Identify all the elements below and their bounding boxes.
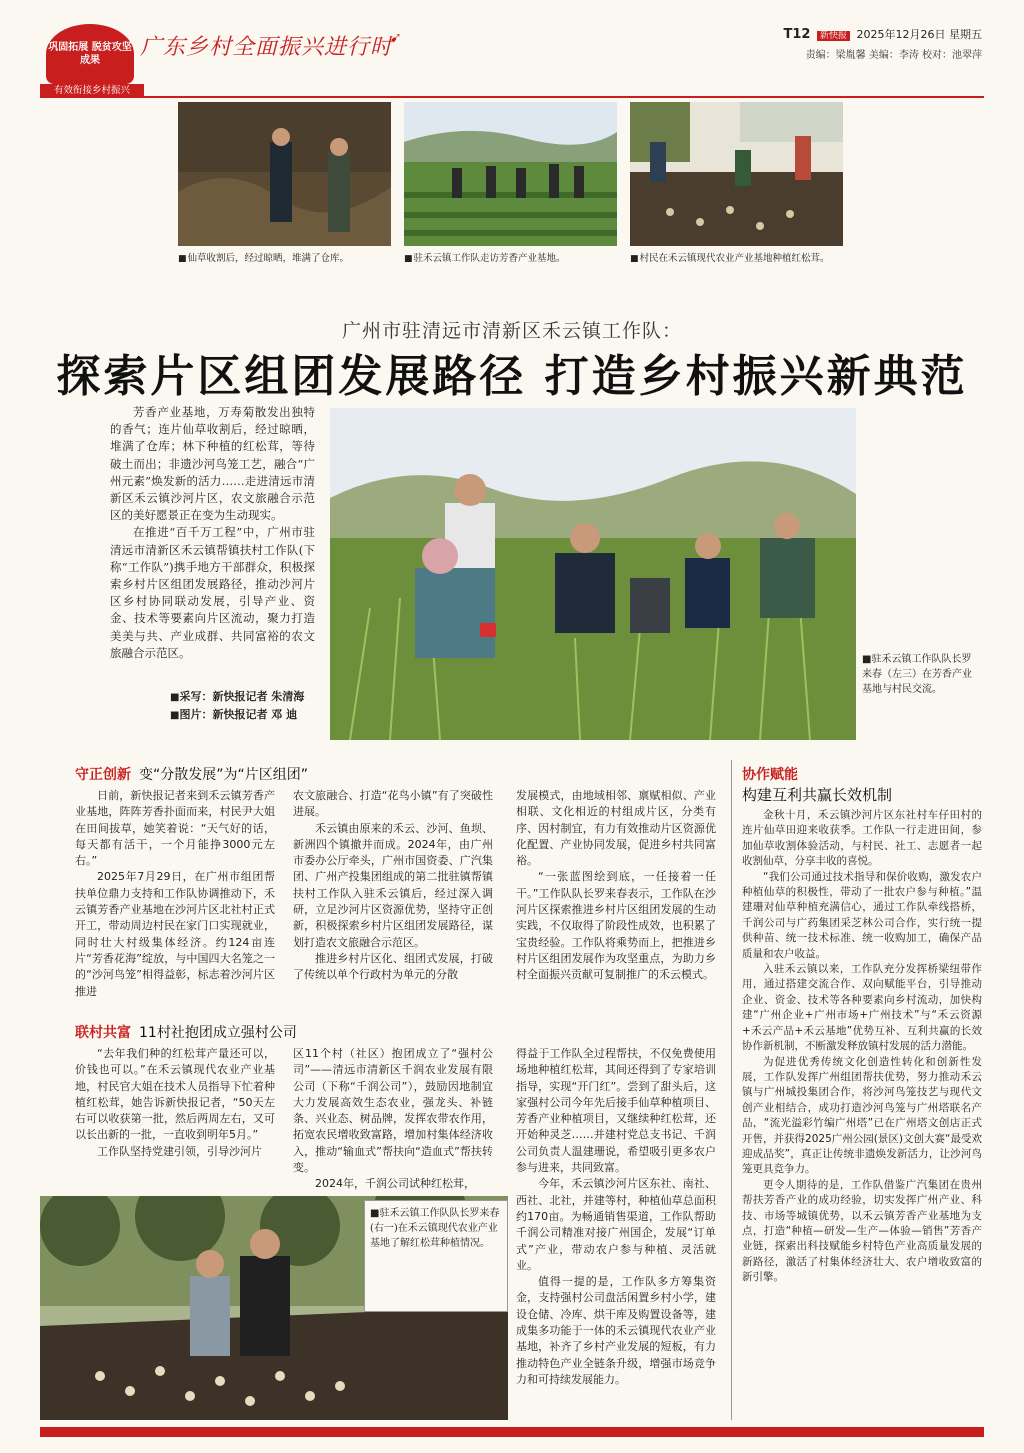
- column-logo: 巩固拓展 脱贫攻坚成果: [46, 24, 134, 84]
- paragraph: 得益于工作队全过程帮扶，不仅免费使用场地种植红松茸，其间还得到了专家培训指导，实现“开门红”。尝到了甜头后，这家强村公司今年先后接手仙草种植项目、芳香产业种植项目，又继续种红松茸，还开始种灵芝……并建村党总支书记、千润公司负责人温建珊说，希望吸引更多农户参与进来，共同致富。: [516, 1047, 716, 1175]
- text-column: [516, 788, 716, 984]
- photo-field-visit: [404, 102, 617, 246]
- main-photo-caption: ■驻禾云镇工作队队长罗来春（左三）在芳香产业基地与村民交流。: [862, 654, 972, 695]
- photo-warehouse: [178, 102, 391, 246]
- photo-caption: ■ 村民在禾云镇现代农业产业基地种植红松茸。: [630, 250, 870, 264]
- paragraph: 为促进优秀传统文化创造性转化和创新性发展，工作队发挥广州组团帮扶优势，努力推动禾云镇与广州城投集团合作，将沙河鸟笼技艺与现代文创产业相结合，成功打造沙河鸟笼与广州塔联名产品，“流光溢彩竹编广州塔”已在广州塔文创店正式开售，并获得2025广州公园(景区)文创大赛“最受欢迎成品奖”，真正让传统非遗焕发新活力，让沙河鸟笼更具竞争力。: [742, 1055, 982, 1176]
- photo-caption-box: [364, 1200, 508, 1312]
- lead-text: [110, 404, 315, 662]
- footer-bar: [40, 1427, 984, 1437]
- paragraph: 今年，禾云镇沙河片区东社、南社、西社、北社，并建等村，种植仙草总面积约170亩。为畅通销售渠道，工作队帮助千润公司精准对接广州国企，发展“订单式”产业，带动农户参与种植、灵活就业。: [516, 1177, 716, 1272]
- paragraph: “一张蓝图绘到底，一任接着一任干。”工作队队长罗来春表示，工作队在沙河片区探索推进乡村片区组团发展的生动实践，不仅取得了阶段性成效，也积累了宝贵经验。工作队将乘势而上，把推进乡村片区组团发展作为攻坚重点，为助力乡村全面振兴贡献可复制推广的禾云模式。: [516, 870, 716, 982]
- credit-photo: ■ 图片：新快报记者 邓 迪: [170, 706, 297, 722]
- section-tag: 协作赋能: [742, 767, 798, 783]
- section-tag: 守正创新: [75, 767, 131, 783]
- credit-writer: ■ 采写：新快报记者 朱清海: [170, 688, 304, 704]
- paragraph: 值得一提的是，工作队多方筹集资金，支持强村公司盘活闲置乡村小学，建设仓储、冷库、烘干库及购置设备等，建成集多功能于一体的禾云镇现代农业产业基地，补齐了乡村产业发展的短板，有力推动特色产业全链条升级，增强市场竞争力和可持续发展能力。: [516, 1275, 716, 1386]
- bird-icon: ➹: [390, 30, 402, 46]
- editors-line: 责编：梁胤馨 美编：李涛 校对：池翠萍: [805, 50, 982, 61]
- paper-badge: 新快报: [817, 31, 850, 41]
- text-column: [293, 1046, 493, 1193]
- paragraph: 推进乡村片区化、组团式发展，打破了传统以单个行政村为单元的分散: [293, 951, 493, 982]
- photo-caption: ■驻禾云镇工作队队长罗来春(右一)在禾云镇现代农业产业基地了解红松茸种植情况。: [370, 1208, 500, 1249]
- section-title: 11村社抱团成立强村公司: [139, 1025, 297, 1041]
- paragraph: 金秋十月，禾云镇沙河片区东社村车仔田村的连片仙草田迎来收获季。工作队一行走进田间，参加仙草收割体验活动，与村民、社工、志愿者一起收割仙草，分享丰收的喜悦。: [742, 809, 982, 868]
- paragraph: 2024年，千润公司试种红松茸，: [315, 1177, 475, 1191]
- paragraph: 区11个村（社区）抱团成立了“强村公司”——清远市清新区千润农业发展有限公司（下称“千润公司”），鼓励因地制宜大力发展高效生态农业，强龙头、补链条、兴业态、树品牌，发挥农带农作用，拓宽农民增收致富路，增加村集体经济收入，推动“输血式”帮扶向“造血式”帮扶转变。: [293, 1047, 493, 1175]
- photo-main: [330, 408, 856, 740]
- lead-paragraph: 芳香产业基地，万寿菊散发出独特的香气；连片仙草收割后，经过晾晒，堆满了仓库；林下种植的红松茸，等待破土而出；非遗沙河鸟笼工艺，融合“广州元素”焕发新的活力……走进清远市清新区禾云镇沙河片区，农文旅融合示范区的美好愿景正在变为生动现实。: [110, 405, 315, 523]
- headline-subtitle: 广州市驻清远市清新区禾云镇工作队：: [341, 320, 682, 342]
- paragraph: 日前，新快报记者来到禾云镇芳香产业基地，阵阵芳香扑面而来，村民尹大姐在田间拔草，她笑着说：“天气好的话，每天都有活干，一个月能挣3000元左右。”: [75, 789, 275, 868]
- photo-caption: ■ 驻禾云镇工作队走访芳香产业基地。: [404, 250, 624, 264]
- paragraph: 入驻禾云镇以来，工作队充分发挥桥梁纽带作用，通过搭建交流合作、双向赋能平台，引导推动企业、资金、技术等各种要素向乡村流动，加快构建“广州企业+广州市场+广州技术”与“禾云资源+禾云产品+禾云基地”优势互补、互利共赢的长效协作新机制，不断激发释放镇村发展的活力潜能。: [742, 963, 982, 1053]
- section-heading: [75, 1022, 297, 1042]
- paragraph: 农文旅融合、打造“花鸟小镇”有了突破性进展。: [293, 789, 493, 819]
- section-title: 构建互利共赢长效机制: [742, 786, 893, 804]
- text-column: [742, 808, 982, 1286]
- header-rule: [40, 96, 984, 98]
- paragraph: 更令人期待的是，工作队借鉴广汽集团在贵州帮扶芳香产业的成功经验，切实发挥广州产业、科技、市场等城镇优势，以禾云镇芳香产业基地为支点，打造“种植—研发—生产—体验—销售”芳香产业链，探索出科技赋能乡村特色产业高质量发展的新路径，激活了村集体经济壮大、农户增收致富的新引擎。: [742, 1178, 982, 1284]
- lead-paragraph: 在推进“百千万工程”中，广州市驻清远市清新区禾云镇帮镇扶村工作队(下称“工作队”)携手地方干部群众，积极探索乡村片区组团发展路径，推动沙河片区乡村协同联动发展，引导产业、资金、技术等要素向片区流动，聚力打造美美与共、产业成群、共同富裕的农文旅融合示范区。: [110, 525, 315, 660]
- column-divider: [731, 760, 732, 1420]
- section-heading: [75, 764, 308, 784]
- photo-planting: [630, 102, 843, 246]
- column-logo-banner: 有效衔接乡村振兴: [40, 84, 144, 98]
- headline-title: 探索片区组团发展路径 打造乡村振兴新典范: [56, 351, 968, 402]
- paragraph: 禾云镇由原来的禾云、沙河、鱼坝、新洲四个镇撤并而成。2024年，由广州市委办公厅牵头，广州市国资委、广汽集团、广州产投集团组成的第二批驻镇帮镇扶村工作队入驻禾云镇后，经过深入调研，立足沙河片区资源优势，坚持守正创新，积极探索乡村片区组团发展路径，谋划打造农文旅融合示范区。: [293, 821, 493, 949]
- section-title: 变“分散发展”为“片区组团”: [139, 767, 309, 783]
- text-column: [75, 1046, 275, 1160]
- page-info: [784, 26, 982, 42]
- section-tag: 联村共富: [75, 1025, 131, 1041]
- column-title: 广东乡村全面振兴进行时: [140, 35, 394, 60]
- paragraph: 工作队坚持党建引领，引导沙河片: [97, 1144, 262, 1158]
- paragraph: “我们公司通过技术指导和保价收购，激发农户种植仙草的积极性，带动了一批农户参与种植。”温建珊对仙草种植充满信心，通过工作队牵线搭桥，千润公司与广药集团采芝林公司合作，实行统一提供种苗、统一技术标准、统一收购加工，确保产品质量和农户收益。: [742, 870, 982, 960]
- text-column: [293, 788, 493, 984]
- issue-date: 2025年12月26日 星期五: [856, 28, 982, 41]
- photo-caption: ■ 仙草收割后，经过晾晒，堆满了仓库。: [178, 250, 393, 264]
- paragraph: 2025年7月29日，在广州市组团帮扶单位鼎力支持和工作队协调推动下，禾云镇芳香产业基地在沙河片区北社村正式开工，带动周边村民在家门口实现就业，同时壮大村级集体经济。约124亩连片“芳香花海”绽放，与中国四大名笼之一的“沙河鸟笼”相得益彰，标志着沙河片区推进: [75, 870, 275, 998]
- text-column: [75, 788, 275, 1000]
- text-column: [516, 1046, 716, 1388]
- page-number: T12: [783, 27, 811, 42]
- paragraph: 发展模式，由地域相邻、禀赋相似、产业相联、文化相近的村组成片区，分类有序、因村制宜，有力有效推动片区资源优化配置、产业协同发展，促进乡村共同富裕。: [516, 789, 716, 868]
- paragraph: “去年我们种的红松茸产量还可以，价钱也可以。”在禾云镇现代农业产业基地，村民官大姐在技术人员指导下忙着种植红松茸，她告诉新快报记者，“50天左右可以收获第一批，然后两周左右，又可以长出新的一批，一直收到明年5月。”: [75, 1047, 275, 1142]
